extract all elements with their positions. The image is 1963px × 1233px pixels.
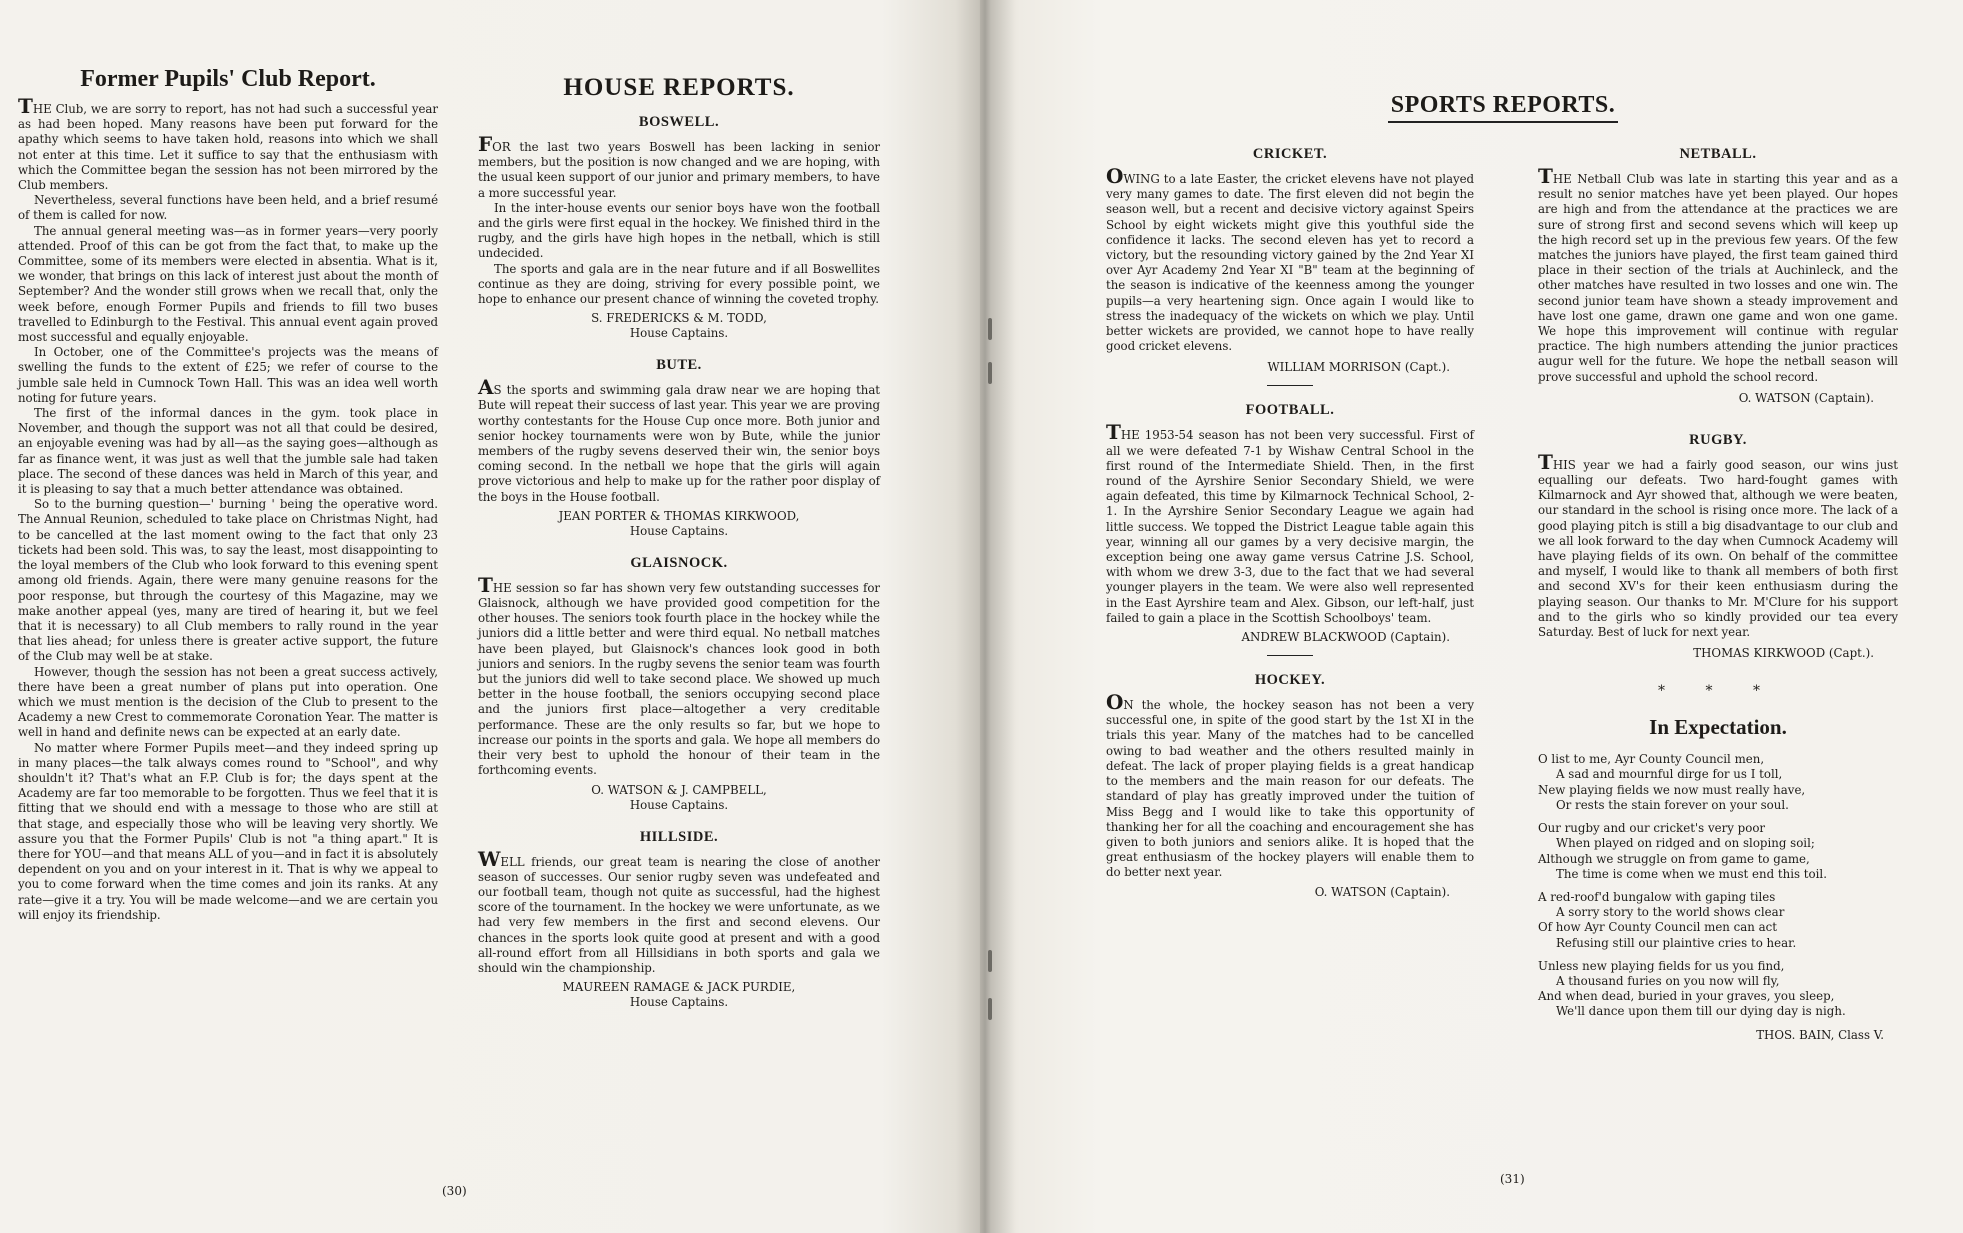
bute-role: House Captains. xyxy=(629,523,729,538)
initial-capital: T xyxy=(1538,449,1553,474)
poem-line: The time is come when we must end this toil. xyxy=(1556,866,1827,881)
paragraph: THE session so far has shown very few outstanding successes for Glaisnock, although we have provided good competition for the other houses. The seniors took fourth place in the hockey while the juniors did a little better and were third equal. No netball matches have been played, but Glaisnock's chances look good in both juniors and seniors. In the rugby sevens the senior team was fourth but the juniors did well to take second place. We showed up much better in the house football, the seniors occupying second place and the juniors first place—altogether a very creditable performance. These are the only results so far, but we hope to increase our points in the sports and gala. We hope all members do their very best to uphold the honour of their team in the forthcoming events. xyxy=(478,572,881,778)
sports-right-column xyxy=(1538,140,1898,1043)
initial-capital: T xyxy=(1538,164,1553,188)
poem-line: Our rugby and our cricket's very poor xyxy=(1538,821,1766,836)
paragraph: In the inter-house events our senior boys have won the football and the girls were first equal in the hockey. We finished third in the rugby, and the girls have high hopes in the netball, which is still undecided. xyxy=(478,200,880,261)
staple xyxy=(988,318,992,340)
glaisnock-body xyxy=(478,572,881,779)
poem-line: A thousand furies on you now will fly, xyxy=(1556,973,1780,988)
poem-author: THOS. BAIN, Class V. xyxy=(1756,1027,1884,1042)
paragraph: ON the whole, the hockey season has not been a very successful one, in spite of the good start by the 1st XI in the trials this year. Many of the matches had to be cancelled owing to bad weather and the others resulted mainly in defeat. The lack of proper playing fields is a great handicap to the members and the main reason for our defeats. The standard of play has greatly improved under the tuition of Miss Begg and I would like to take this opportunity of thanking her for all the coaching and encouragement she has given to both juniors and seniors alike. It is hoped that the great enthusiasm of the hockey players will enable them to do better next year. xyxy=(1106,690,1474,880)
glaisnock-role: House Captains. xyxy=(629,797,729,812)
initial-capital: W xyxy=(478,846,501,871)
staple xyxy=(988,950,992,972)
boswell-role: House Captains. xyxy=(629,326,729,341)
paragraph: However, though the session has not been a great success actively, there have been a great number of plans put into operation. One which we must mention is the decision of the Club to present to the Academy a new Crest to commemorate Coronation Year. The matter is well in hand and definite news can be expected at an early date. xyxy=(18,664,438,740)
paragraph: THIS year we had a fairly good season, our wins just equalling our defeats. Two hard-fought games with Kilmarnock and Ayr showed that, although we were beaten, our standard in the school is rising once more. The lack of a good playing pitch is still a big disadvantage to our club and we all look forward to the day when Cumnock Academy will have playing fields of its own. On behalf of the committee and myself, I would like to thank all members of both first and second XV's for their keen enthusiasm during the playing season. Our thanks to Mr. M'Clure for his support and to the girls who so kindly provided our tea every Saturday. Best of luck for next year. xyxy=(1538,449,1898,640)
left-page xyxy=(0,0,980,1233)
paragraph: So to the burning question—' burning ' being the operative word. The Annual Reunion, scheduled to take place on Christmas Night, had to be cancelled at the last moment owing to the fact that only 23 tickets had been sold. This was, to say the least, most disappointing to the loyal members of the Club who look forward to this evening spent among old friends. Again, there were many genuine reasons for the poor response, but through the courtesy of this Magazine, may we make another appeal (yes, many are tired of hearing it, but we feel that it is necessary) to all Club members to rally round in the year that lies ahead; for unless there is greater active support, the future of the Club may well be at stake. xyxy=(18,497,438,664)
initial-capital: T xyxy=(18,94,33,118)
paragraph: WELL friends, our great team is nearing the close of another season of successes. Our senior rugby seven was undefeated and our football team, though not quite as successful, had the highest score of the tournament. In the hockey we were unfortunate, as we had very few members in the first and second elevens. Our chances in the sports look quite good at present and with a good all-round effort from all Hillsidians in both sports and gala we should win the championship. xyxy=(478,846,880,975)
cricket-heading: CRICKET. xyxy=(1252,146,1328,162)
poem-stanza xyxy=(1538,959,1898,1020)
paragraph: No matter where Former Pupils meet—and they indeed spring up in many places—the talk always comes round to "School", and why shouldn't it? That's what an F.P. Club is for; the days spent at the Academy are far too memorable to be forgotten. Thus we feel that it is fitting that we should end with a message to those who are still at that stage, and especially those who will be leaving very shortly. We assure you that the Former Pupils' Club is not "a thing apart." It is there for YOU—and that means ALL of you—and in fact it is absolutely dependent on you and on your interest in it. That is why we appeal to you to come forward when the time comes and join its ranks. At any rate—give it a try. You will be made welcome—and we are certain you will enjoy its friendship. xyxy=(18,740,438,922)
poem-stanza xyxy=(1538,752,1898,813)
paragraph: The sports and gala are in the near future and if all Boswellites continue as they are doing, striving for every possible point, we hope to enhance our present chance of winning the coveted trophy. xyxy=(478,261,880,307)
fp-club-title: Former Pupils' Club Report. xyxy=(80,66,376,92)
initial-capital: T xyxy=(478,572,493,597)
paragraph: FOR the last two years Boswell has been lacking in senior members, but the position is now changed and we are hoping, with the usual keen support of our junior and primary members, to have a more successful year. xyxy=(478,132,880,200)
section-divider xyxy=(1267,655,1313,656)
initial-capital: F xyxy=(478,132,493,156)
rugby-body xyxy=(1538,449,1898,640)
initial-capital: O xyxy=(1106,164,1124,188)
football-signature: ANDREW BLACKWOOD (Captain). xyxy=(1241,630,1450,645)
initial-capital: O xyxy=(1106,690,1124,715)
poem-line: Unless new playing fields for us you find, xyxy=(1538,958,1785,973)
netball-signature: O. WATSON (Captain). xyxy=(1738,390,1874,405)
cricket-signature: WILLIAM MORRISON (Capt.). xyxy=(1267,360,1450,375)
poem-line: O list to me, Ayr County Council men, xyxy=(1538,752,1765,767)
hillside-signature: MAUREEN RAMAGE & JACK PURDIE, xyxy=(562,980,796,995)
initial-capital: T xyxy=(1106,420,1121,445)
boswell-signature: S. FREDERICKS & M. TODD, xyxy=(591,311,767,326)
bute-heading: BUTE. xyxy=(656,357,702,374)
paragraph: THE Club, we are sorry to report, has not had such a successful year as had been hoped. Many reasons have been put forward for the apathy which seems to have taken hold, reasons into which we shall not enter at this time. Let it suffice to say that the enthusiasm with which the Committee began the session has not been mirrored by the Club members. xyxy=(18,94,438,193)
poem-body xyxy=(1538,752,1898,1019)
paragraph: THE Netball Club was late in starting this year and as a result no senior matches have yet been played. Our hopes are high and from the attendance at the practices we are sure of strong first and second sevens which will keep up the high record set up in the previous few years. Of the few matches the juniors have played, the first team gained third place in their section of the trials at Auchinleck, and the other matches have resulted in two losses and one win. The second junior team have shown a steady improvement and have lost one game, drawn one game and won one game. We hope this improvement will continue with regular practice. The high numbers attending the junior practices augur well for the future. We hope the netball season will prove successful and uphold the school record. xyxy=(1538,164,1898,384)
poem-line: Of how Ayr County Council men can act xyxy=(1538,920,1778,935)
rugby-signature: THOMAS KIRKWOOD (Capt.). xyxy=(1693,646,1874,661)
paragraph: THE 1953-54 season has not been very successful. First of all we were defeated 7-1 by Wishaw Central School in the first round of the Intermediate Shield. Then, in the first round of the Ayrshire Senior Secondary Shield, we were again defeated, this time by Kilmarnock Technical School, 2-1. In the Ayrshire Senior Secondary League we again had little success. We topped the District League table again this year, winning all our games by a very decisive margin, the exception being one away game versus Catrine J.S. School, with whom we drew 3-3, due to the fact that we had several younger players in the team. We were also well represented in the East Ayrshire team and Alex. Gibson, our left-half, just failed to gain a place in the Scottish Schoolboys' team. xyxy=(1106,420,1474,625)
hillside-role: House Captains. xyxy=(629,995,729,1010)
poem-line: New playing fields we now must really have, xyxy=(1538,782,1806,797)
fp-club-column xyxy=(18,66,438,923)
paragraph: The first of the informal dances in the gym. took place in November, and though the support was not all that could be desired, an enjoyable evening was had by all—as the saying goes—although as far as finance went, it was just as well that the jumble sale had taken place. The second of these dances was held in March of this year, and it is pleasing to say that a much better attendance was obtained. xyxy=(18,406,438,497)
left-page-number: (30) xyxy=(442,1184,467,1198)
paragraph: OWING to a late Easter, the cricket elevens have not played very many games to date. The first eleven did not begin the season well, but a recent and decisive victory against Speirs School by eight wickets might give this youthful side the confidence it lacks. The second eleven has yet to record a victory, but the resounding victory gained by the 2nd Year XI over Ayr Academy 2nd Year XI "B" team at the beginning of the season is indicative of the keenness among the younger pupils—a very heartening sign. Once again I would like to stress the inadequacy of the wickets on which we play. Until better wickets are provided, we cannot hope to have really good cricket elevens. xyxy=(1106,164,1474,354)
paragraph: Nevertheless, several functions have been held, and a brief resumé of them is called for now. xyxy=(18,193,438,223)
staple xyxy=(988,362,992,384)
house-reports-column xyxy=(478,74,880,1010)
glaisnock-heading: GLAISNOCK. xyxy=(630,554,728,571)
netball-heading: NETBALL. xyxy=(1679,146,1757,162)
section-stars: * * * xyxy=(1658,683,1778,700)
hockey-body xyxy=(1106,690,1474,880)
cricket-body xyxy=(1106,164,1474,354)
bute-signature: JEAN PORTER & THOMAS KIRKWOOD, xyxy=(558,508,800,523)
poem-stanza xyxy=(1538,821,1898,882)
initial-capital: A xyxy=(478,375,494,400)
poem-line: Although we struggle on from game to game, xyxy=(1538,851,1810,866)
boswell-body xyxy=(478,132,880,307)
poem-line: A red-roof'd bungalow with gaping tiles xyxy=(1538,889,1776,904)
hockey-signature: O. WATSON (Captain). xyxy=(1314,884,1450,899)
glaisnock-signature: O. WATSON & J. CAMPBELL, xyxy=(591,782,767,797)
fp-club-body xyxy=(18,94,438,923)
poem-line: A sorry story to the world shows clear xyxy=(1556,905,1785,920)
right-page-number: (31) xyxy=(1500,1172,1525,1186)
hillside-heading: HILLSIDE. xyxy=(639,828,719,845)
poem-line: We'll dance upon them till our dying day is nigh. xyxy=(1556,1004,1846,1019)
sports-left-column xyxy=(1106,140,1474,900)
sports-reports-title: SPORTS REPORTS. xyxy=(1388,92,1618,123)
poem-line: When played on ridged and on sloping soil; xyxy=(1556,836,1815,851)
poem-stanza xyxy=(1538,890,1898,951)
hockey-heading: HOCKEY. xyxy=(1254,672,1326,689)
netball-body xyxy=(1538,164,1898,385)
football-body xyxy=(1106,420,1474,626)
paragraph: AS the sports and swimming gala draw near we are hoping that Bute will repeat their success of last year. This year we are proving worthy contestants for the House Cup once more. Both junior and senior hockey tournaments were won by Bute, while the junior members of the rugby sevens deserved their win, the senior boys coming second. In the netball we hope that the girls will again prove victorious and help to make up for the rather poor display of the boys in the House football. xyxy=(478,375,880,504)
paragraph: The annual general meeting was—as in former years—very poorly attended. Proof of this can be got from the fact that, to make up the Committee, some of its members were elected in absentia. What is it, we wonder, that brings on this lack of interest just about the month of September? And the wonder still grows when we recall that, only the week before, enough Former Pupils and friends to fill two buses travelled to Edinburgh to the Festival. This annual event again proved most successful and equally enjoyable. xyxy=(18,223,438,345)
poem-line: A sad and mournful dirge for us I toll, xyxy=(1556,767,1783,782)
paragraph: In October, one of the Committee's projects was the means of swelling the funds to the extent of £25; we refer of course to the jumble sale held in Cumnock Town Hall. This was an idea well worth noting for future years. xyxy=(18,345,438,405)
poem-line: And when dead, buried in your graves, you sleep, xyxy=(1538,989,1835,1004)
hillside-body xyxy=(478,846,880,977)
section-divider xyxy=(1267,385,1313,386)
house-reports-title: HOUSE REPORTS. xyxy=(563,74,795,101)
football-heading: FOOTBALL. xyxy=(1245,402,1335,419)
rugby-heading: RUGBY. xyxy=(1689,431,1747,448)
bute-body xyxy=(478,375,880,505)
poem-title: In Expectation. xyxy=(1649,715,1787,740)
poem-line: Or rests the stain forever on your soul. xyxy=(1556,797,1789,812)
staple xyxy=(988,998,992,1020)
poem-line: Refusing still our plaintive cries to hear. xyxy=(1556,935,1797,950)
right-page xyxy=(980,0,1963,1233)
boswell-heading: BOSWELL. xyxy=(638,114,720,130)
